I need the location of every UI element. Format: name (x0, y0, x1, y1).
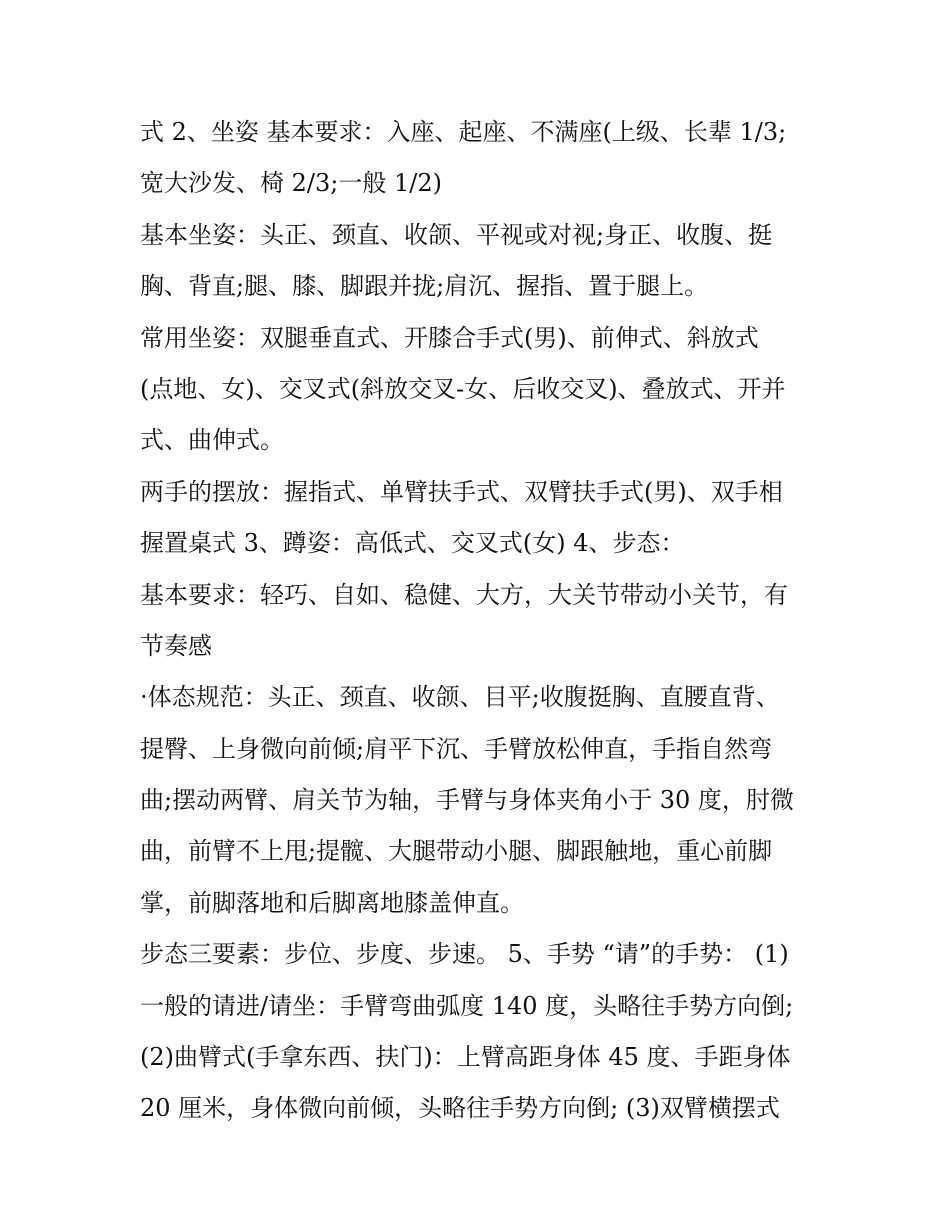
text-line: (点地、女)、交叉式(斜放交叉-女、后收交叉)、叠放式、开并 (140, 374, 786, 403)
text-line: 握置桌式 3、蹲姿：高低式、交叉式(女) 4、步态： (140, 529, 685, 558)
text-line: 常用坐姿：双腿垂直式、开膝合手式(男)、前伸式、斜放式 (140, 323, 759, 352)
text-line: 基本要求：轻巧、自如、稳健、大方，大关节带动小关节，有 (140, 580, 788, 609)
text-line: 式、曲伸式。 (140, 426, 284, 455)
text-line: 曲，前臂不上甩;提髋、大腿带动小腿、脚跟触地，重心前脚 (140, 837, 773, 866)
text-line: 宽大沙发、椅 2/3;一般 1/2) (140, 169, 442, 198)
text-line: 提臀、上身微向前倾;肩平下沉、手臂放松伸直，手指自然弯 (140, 734, 773, 763)
text-line: 曲;摆动两臂、肩关节为轴，手臂与身体夹角小于 30 度，肘微 (140, 786, 794, 815)
text-line: (2)曲臂式(手拿东西、扶门)：上臂高距身体 45 度、手距身体 (140, 1043, 791, 1072)
text-line: 一般的请进/请坐：手臂弯曲弧度 140 度，头略往手势方向倒; (140, 991, 794, 1020)
text-line: 两手的摆放：握指式、单臂扶手式、双臂扶手式(男)、双手相 (140, 477, 783, 506)
text-line: 式 2、坐姿 基本要求：入座、起座、不满座(上级、长辈 1/3; (140, 118, 787, 146)
text-line: 基本坐姿：头正、颈直、收颌、平视或对视;身正、收腹、挺 (140, 220, 773, 249)
text-line: 掌，前脚落地和后脚离地膝盖伸直。 (140, 888, 524, 917)
text-line: ·体态规范：头正、颈直、收颌、目平;收腹挺胸、直腰直背、 (140, 683, 780, 712)
text-line: 步态三要素：步位、步度、步速。 5、手势 “请”的手势： (1) (140, 940, 789, 969)
text-line: 20 厘米，身体微向前倾，头略往手势方向倒; (3)双臂横摆式 (140, 1094, 780, 1123)
document-body (140, 107, 820, 1135)
text-line: 节奏感 (140, 631, 212, 660)
text-line: 胸、背直;腿、膝、脚跟并拢;肩沉、握指、置于腿上。 (140, 272, 709, 301)
